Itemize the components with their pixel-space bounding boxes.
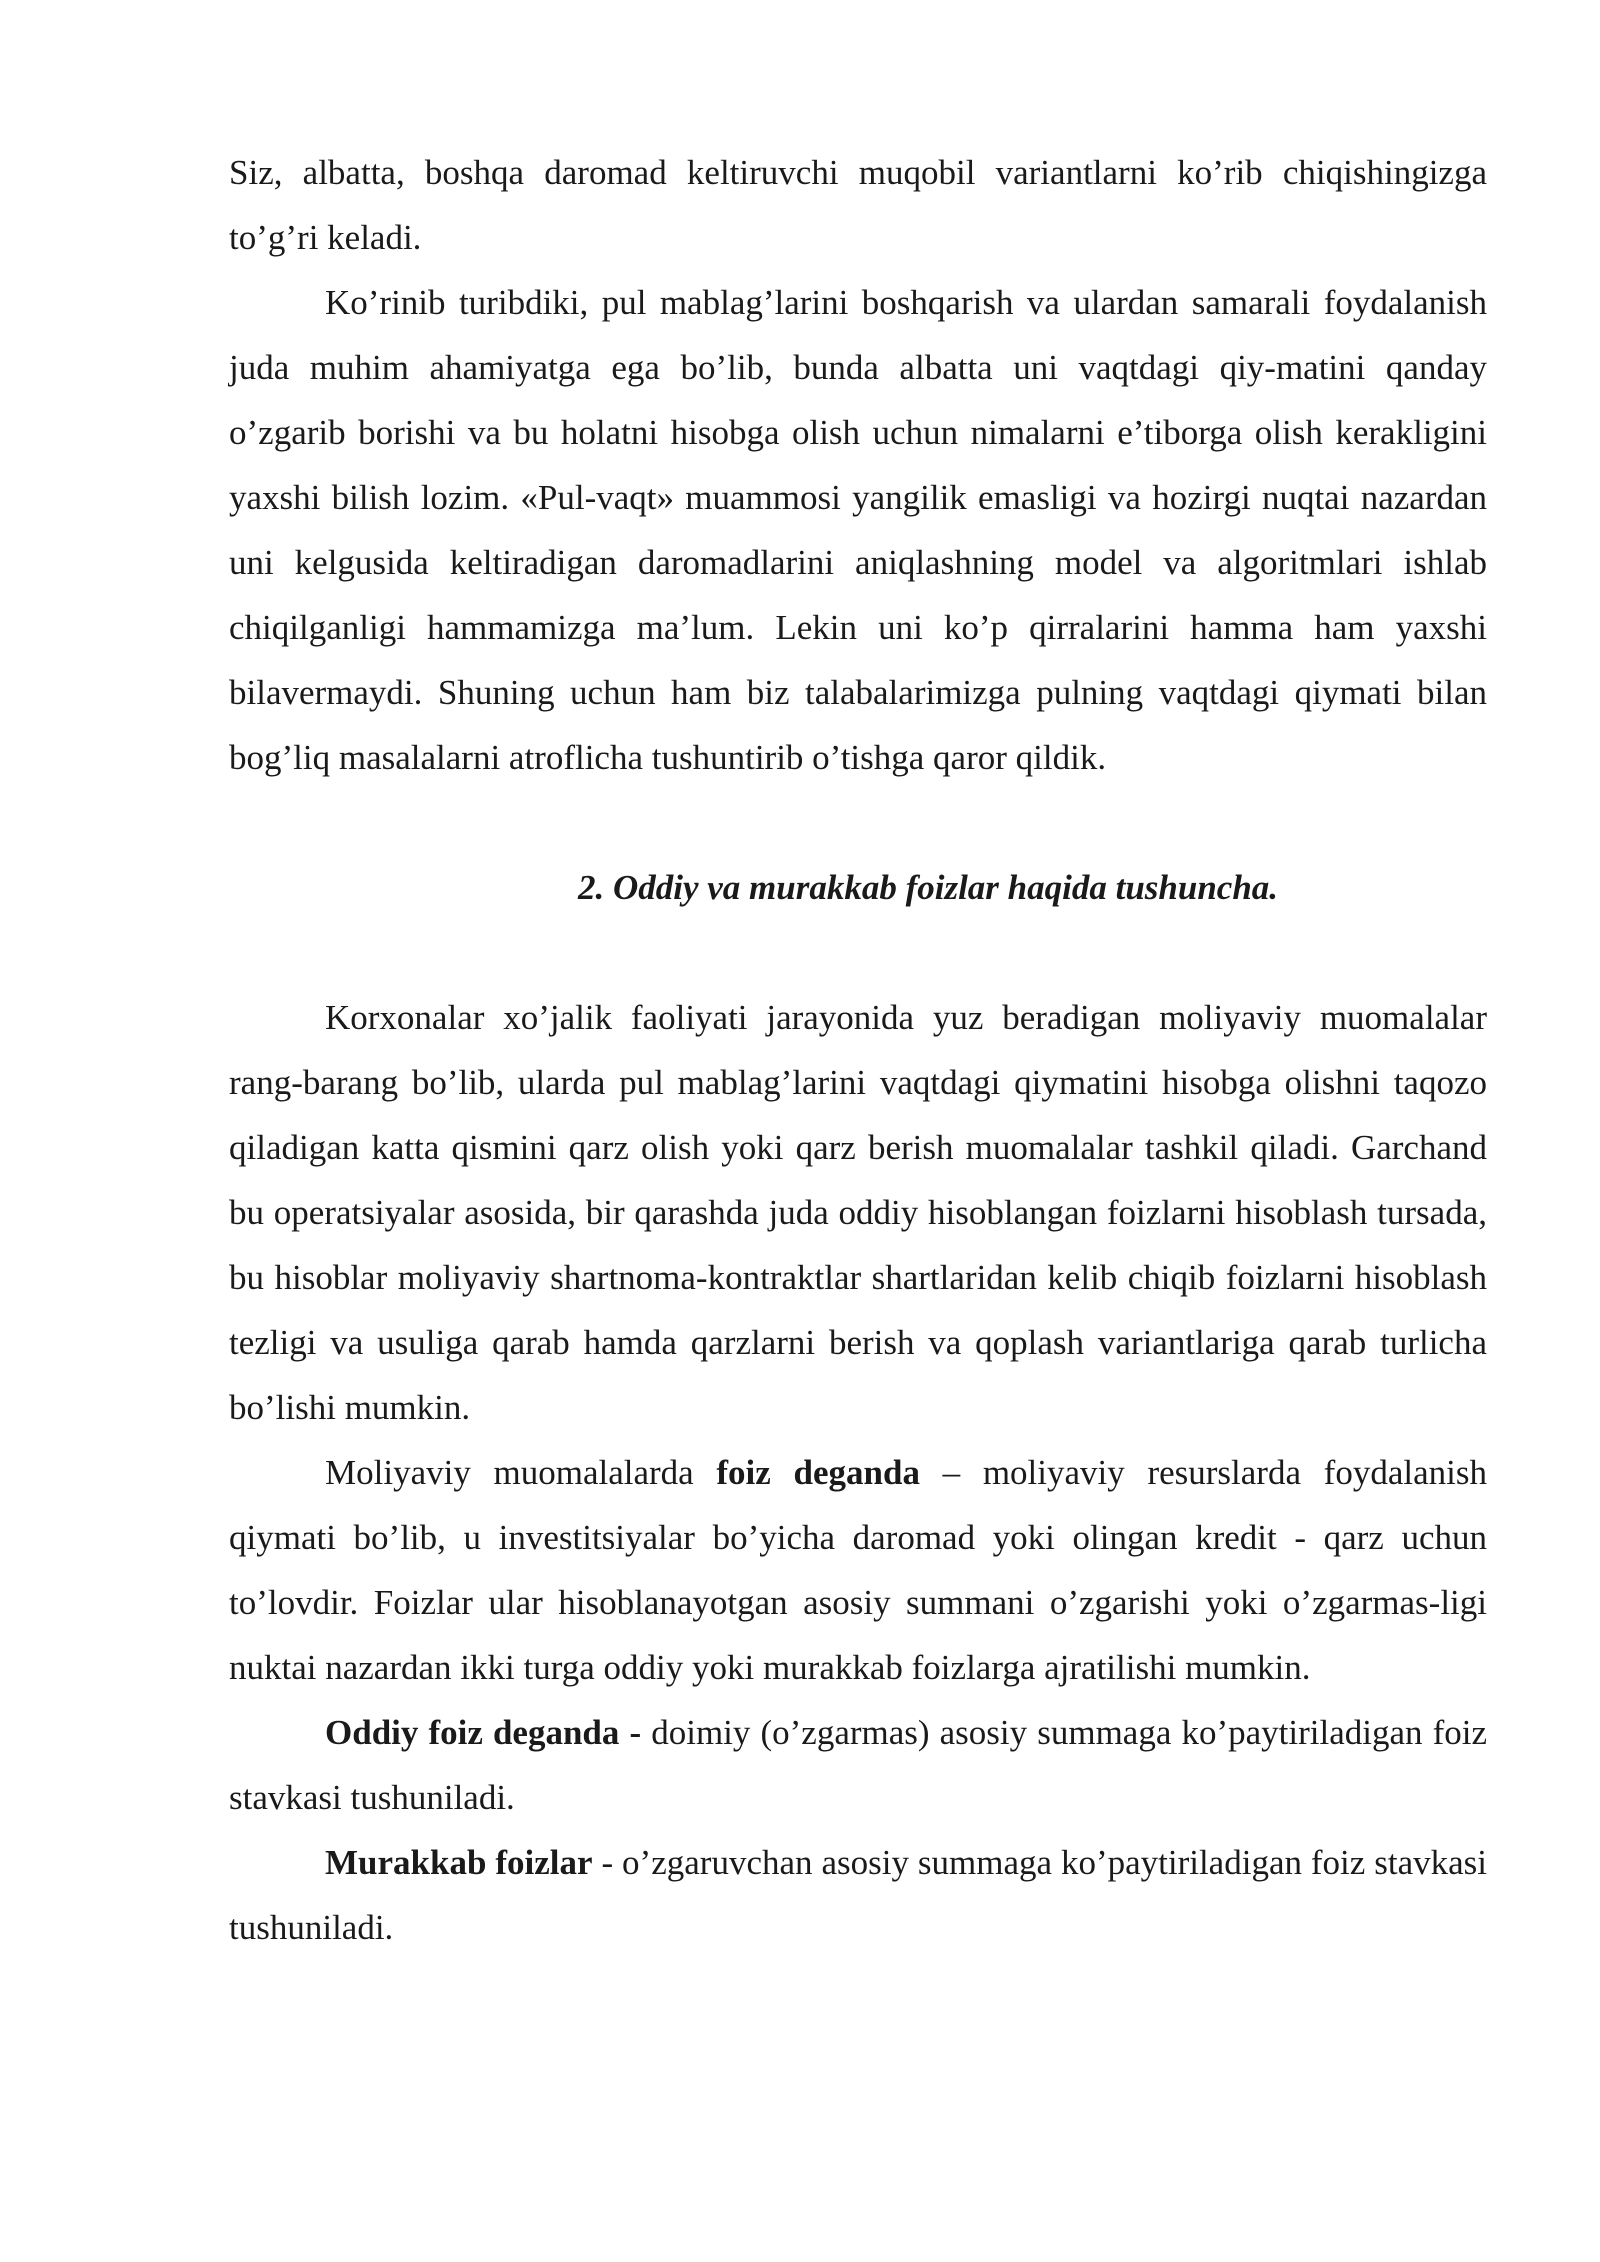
paragraph-interest-definition [229,1440,1487,1700]
interest-definition-text: – moliyaviy resurslarda foydalanish qiymati bo’lib, u investitsiyalar bo’yicha daromad yoki olingan kredit - qarz uchun to’lovdir. Foizlar ular hisoblanayotgan asosiy summani o’zgarishi yoki o’zgarmas-ligi nuktai nazardan ikki turga oddiy yoki murakkab foizlarga ajratilishi mumkin. [229,1453,1487,1687]
paragraph-compound-interest [229,1830,1487,1960]
document-page [229,140,1487,1960]
paragraph-money-management: Ko’rinib turibdiki, pul mablag’larini boshqarish va ulardan samarali foydalanish juda muhim ahamiyatga ega bo’lib, bunda albatta uni vaqtdagi qiy-matini qanday o’zgarib borishi va bu holatni hisobga olish uchun nimalarni e’tiborga olish kerakligini yaxshi bilish lozim. «Pul-vaqt» muammosi yangilik emasligi va hozirgi nuqtai nazardan uni kelgusida keltiradigan daromadlarini aniqlashning model va algoritmlari ishlab chiqilganligi hammamizga ma’lum. Lekin uni ko’p qirralarini hamma ham yaxshi bilavermaydi. Shuning uchun ham biz talabalarimizga pulning vaqtdagi qiymati bilan bog’liq masalalarni atroflicha tushuntirib o’tishga qaror qildik. [229,283,1487,777]
interest-intro-text: Moliyaviy muomalalarda [325,1453,717,1492]
paragraph-continuation: Siz, albatta, boshqa daromad keltiruvchi muqobil variantlarni ko’rib chiqishingizga to’g’ri keladi. [229,153,1487,257]
term-simple-interest: Oddiy foiz deganda - [325,1713,642,1752]
paragraph-simple-interest [229,1700,1487,1830]
simple-interest-text: doimiy (o’zgarmas) asosiy summaga ko’paytiriladigan foiz stavkasi tushuniladi. [229,1713,1487,1817]
term-interest: foiz deganda [716,1453,920,1492]
section-heading: 2. Oddiy va murakkab foizlar haqida tushuncha. [577,868,1279,907]
paragraph-financial-operations: Korxonalar xo’jalik faoliyati jarayonida yuz beradigan moliyaviy muomalalar rang-barang bo’lib, ularda pul mablag’larini vaqtdagi qiymatini hisobga olishni taqozo qiladigan katta qismini qarz olish yoki qarz berish muomalalar tashkil qiladi. Garchand bu operatsiyalar asosida, bir qarashda juda oddiy hisoblangan foizlarni hisoblash tursada, bu hisoblar moliyaviy shartnoma-kontraktlar shartlaridan kelib chiqib foizlarni hisoblash tezligi va usuliga qarab hamda qarzlarni berish va qoplash variantlariga qarab turlicha bo’lishi mumkin. [229,998,1487,1427]
compound-interest-text: - o’zgaruvchan asosiy summaga ko’paytiriladigan foiz stavkasi tushuniladi. [229,1843,1488,1947]
term-compound-interest: Murakkab foizlar [325,1843,593,1882]
